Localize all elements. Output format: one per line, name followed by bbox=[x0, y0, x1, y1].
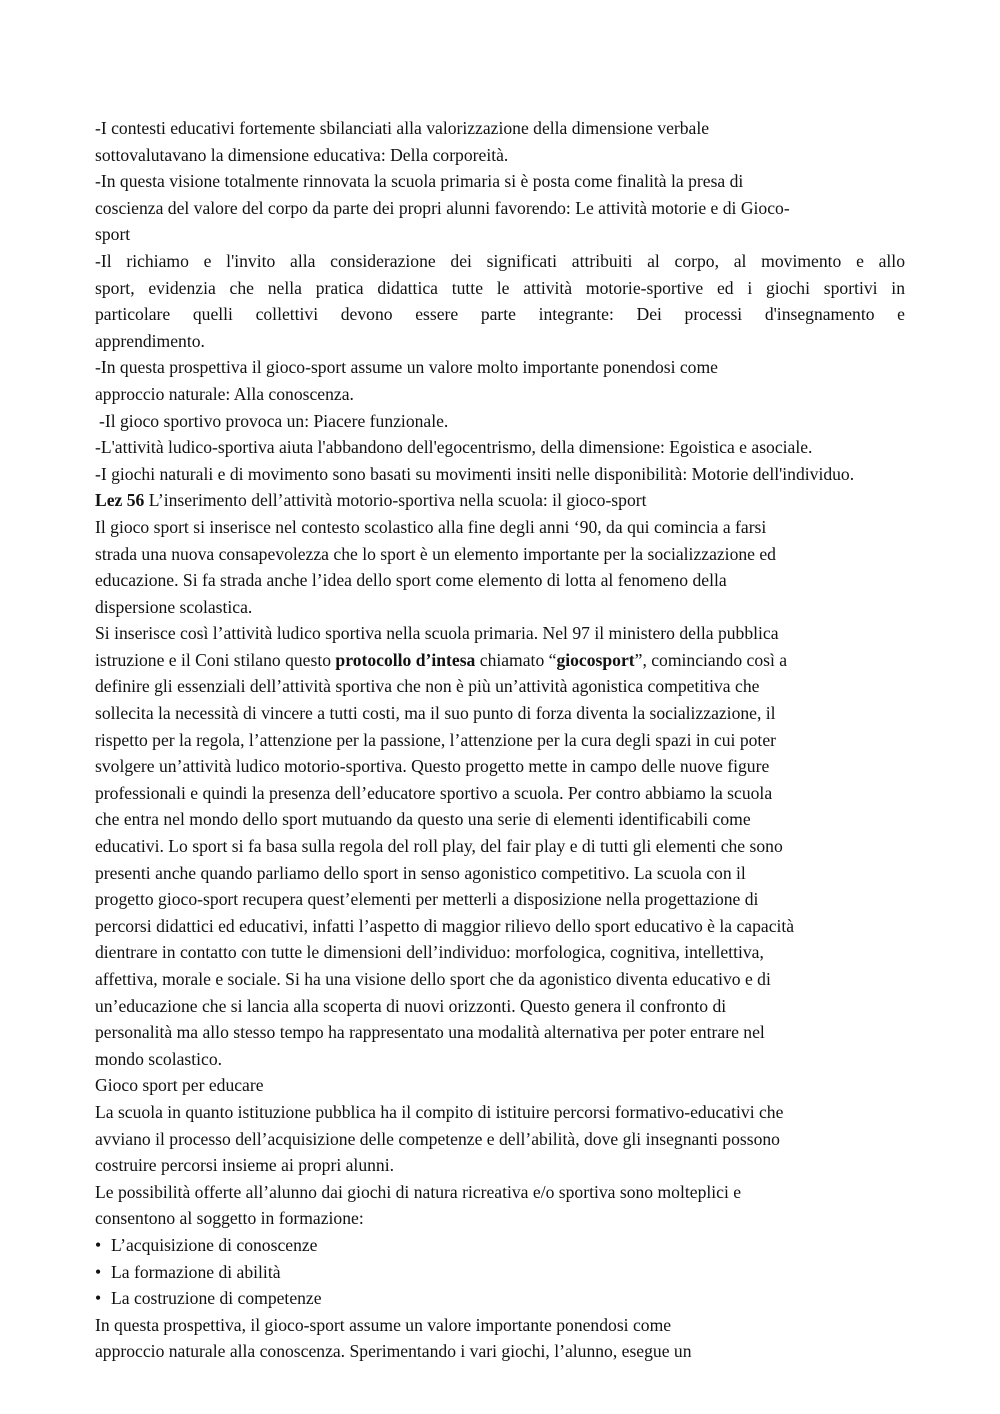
text-line: strada una nuova consapevolezza che lo sport è un elemento importante per la socializzazione ed bbox=[95, 543, 776, 564]
bullet-text: La costruzione di competenze bbox=[111, 1288, 322, 1309]
text-line: svolgere un’attività ludico motorio-sportiva. Questo progetto mette in campo delle nuove figure bbox=[95, 756, 770, 777]
text-line: progetto gioco-sport recupera quest’elementi per metterli a disposizione nella progettazione di bbox=[95, 889, 759, 910]
text-line: educazione. Si fa strada anche l’idea dello sport come elemento di lotta al fenomeno della bbox=[95, 570, 727, 591]
text-line: -In questa visione totalmente rinnovata la scuola primaria si è posta come finalità la presa di bbox=[95, 171, 744, 192]
text-line: costruire percorsi insieme ai propri alunni. bbox=[95, 1155, 394, 1176]
lesson-heading bbox=[95, 487, 970, 514]
text-line: Il gioco sport si inserisce nel contesto scolastico alla fine degli anni ‘90, da qui comincia a farsi bbox=[95, 516, 767, 537]
section-heading: Gioco sport per educare bbox=[95, 1075, 264, 1096]
text-line bbox=[95, 647, 970, 674]
text-line: percorsi didattici ed educativi, infatti l’aspetto di maggior rilievo dello sport educativo è la capacità bbox=[95, 915, 795, 936]
text-line: un’educazione che si lancia alla scoperta di nuovi orizzonti. Questo genera il confronto di bbox=[95, 995, 727, 1016]
bullet-text: La formazione di abilità bbox=[111, 1261, 281, 1282]
text-line: consentono al soggetto in formazione: bbox=[95, 1208, 364, 1229]
text-line: particolare quelli collettivi devono essere parte integrante: Dei processi d'insegnamento e bbox=[95, 304, 905, 325]
text-line: coscienza del valore del corpo da parte dei propri alunni favorendo: Le attività motorie e di Gioco- bbox=[95, 197, 790, 218]
text-line: -Il richiamo e l'invito alla considerazione dei significati attribuiti al corpo, al movimento e allo bbox=[95, 250, 905, 271]
bold-term-protocol: protocollo d’intesa bbox=[335, 649, 476, 670]
text-line: Si inserisce così l’attività ludico sportiva nella scuola primaria. Nel 97 il ministero della pubblica bbox=[95, 623, 779, 644]
lesson-title: L’inserimento dell’attività motorio-sportiva nella scuola: il gioco-sport bbox=[144, 490, 647, 511]
text-line: educativi. Lo sport si fa basa sulla regola del roll play, del fair play e di tutti gli elementi che sono bbox=[95, 836, 783, 857]
text-line: -In questa prospettiva il gioco-sport assume un valore molto importante ponendosi come bbox=[95, 357, 718, 378]
text-line: rispetto per la regola, l’attenzione per la passione, l’attenzione per la cura degli spazi in cui poter bbox=[95, 729, 776, 750]
text-line: dispersione scolastica. bbox=[95, 596, 253, 617]
text-line: apprendimento. bbox=[95, 330, 205, 351]
text-line: -L'attività ludico-sportiva aiuta l'abbandono dell'egocentrismo, della dimensione: Egoistica e asociale. bbox=[95, 437, 813, 458]
text-line: -Il gioco sportivo provoca un: Piacere funzionale. bbox=[99, 410, 449, 431]
bullet-item bbox=[95, 1285, 970, 1312]
text-line: -I giochi naturali e di movimento sono basati su movimenti insiti nelle disponibilità: Motorie dell'individuo. bbox=[95, 463, 855, 484]
bullet-icon: • bbox=[95, 1288, 102, 1309]
bold-term-giocosport: giocosport bbox=[556, 649, 635, 670]
text-line: approccio naturale: Alla conoscenza. bbox=[95, 383, 354, 404]
text-line: -I contesti educativi fortemente sbilanciati alla valorizzazione della dimensione verbale bbox=[95, 118, 710, 138]
text-line: sport bbox=[95, 224, 131, 245]
text-line: avviano il processo dell’acquisizione delle competenze e dell’abilità, dove gli insegnanti possono bbox=[95, 1128, 780, 1149]
text-line: dientrare in contatto con tutte le dimensioni dell’individuo: morfologica, cognitiva, intellettiva, bbox=[95, 942, 764, 963]
text-line: Le possibilità offerte all’alunno dai giochi di natura ricreativa e/o sportiva sono molteplici e bbox=[95, 1181, 742, 1202]
text-line: che entra nel mondo dello sport mutuando da questo una serie di elementi identificabili come bbox=[95, 809, 751, 830]
text-line: La scuola in quanto istituzione pubblica ha il compito di istituire percorsi formativo-educativi che bbox=[95, 1101, 784, 1122]
text-line: presenti anche quando parliamo dello sport in senso agonistico competitivo. La scuola con il bbox=[95, 862, 746, 883]
text-line: personalità ma allo stesso tempo ha rappresentato una modalità alternativa per poter entrare nel bbox=[95, 1022, 765, 1043]
text-line: affettiva, morale e sociale. Si ha una visione dello sport che da agonistico diventa educativo e di bbox=[95, 969, 771, 989]
text-line: definire gli essenziali dell’attività sportiva che non è più un’attività agonistica competitiva che bbox=[95, 676, 760, 697]
text-line: sollecita la necessità di vincere a tutti costi, ma il suo punto di forza diventa la socializzazione, il bbox=[95, 703, 776, 724]
lesson-number: Lez 56 bbox=[95, 490, 145, 511]
text-line: approccio naturale alla conoscenza. Sperimentando i vari giochi, l’alunno, esegue un bbox=[95, 1341, 692, 1362]
bullet-icon: • bbox=[95, 1234, 102, 1255]
text-line: professionali e quindi la presenza dell’educatore sportivo a scuola. Per contro abbiamo la scuola bbox=[95, 782, 773, 803]
text-fragment: chiamato “ bbox=[475, 649, 557, 670]
bullet-item bbox=[95, 1232, 970, 1259]
text-line: sottovalutavano la dimensione educativa: Della corporeità. bbox=[95, 144, 509, 165]
text-fragment: ”, cominciando così a bbox=[634, 649, 788, 670]
bullet-item bbox=[95, 1259, 970, 1286]
text-line: mondo scolastico. bbox=[95, 1048, 223, 1069]
text-line: In questa prospettiva, il gioco-sport assume un valore importante ponendosi come bbox=[95, 1314, 672, 1335]
bullet-icon: • bbox=[95, 1261, 102, 1282]
bullet-text: L’acquisizione di conoscenze bbox=[111, 1234, 318, 1255]
text-line: sport, evidenzia che nella pratica didattica tutte le attività motorie-sportive ed i giochi sportivi in bbox=[95, 277, 905, 298]
text-fragment: istruzione e il Coni stilano questo bbox=[95, 649, 336, 670]
